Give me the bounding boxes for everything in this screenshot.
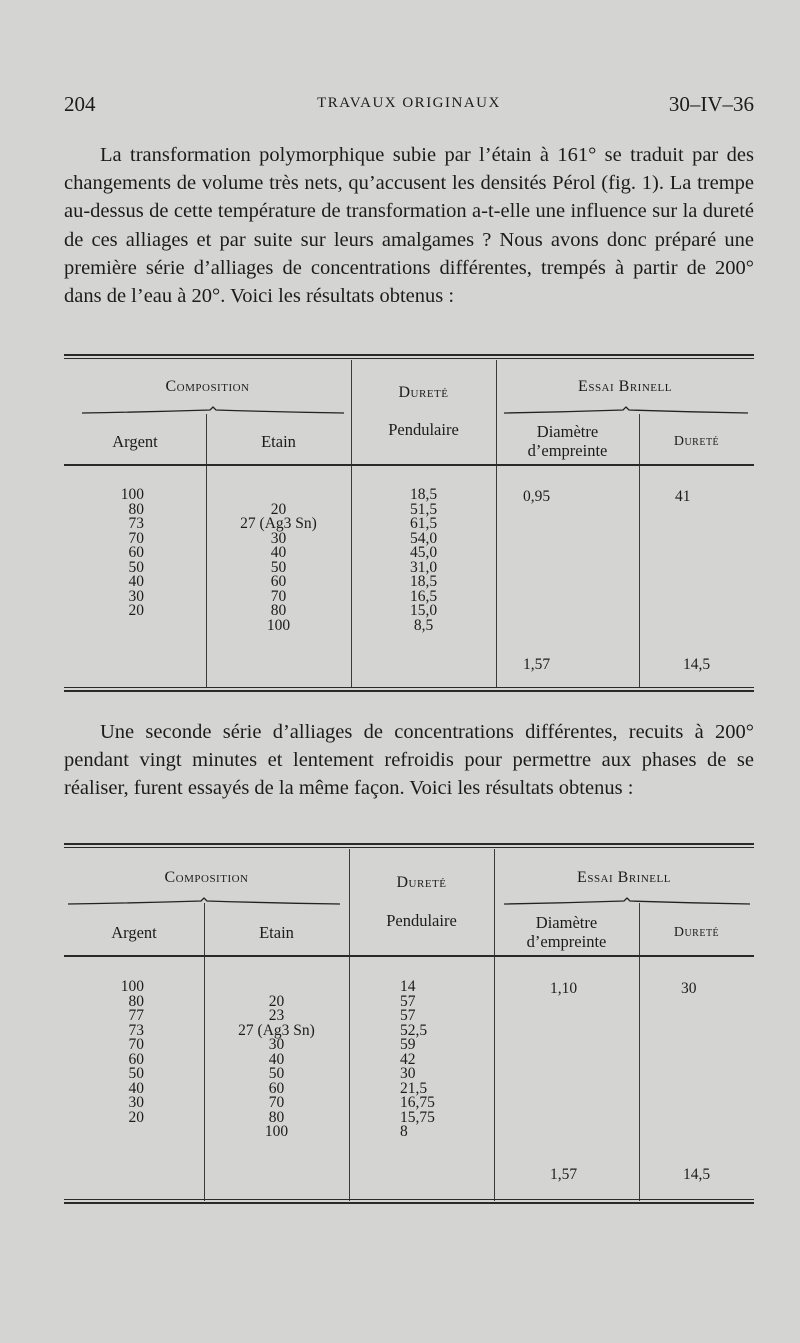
header-durete: Dureté [398,384,449,401]
table-cell: 14 [400,978,416,995]
table-cell-durete-last: 14,5 [683,1166,711,1183]
table-cell-durete-first: 41 [675,488,691,505]
table-bottom-rule-thin [64,1199,754,1200]
header-etain: Etain [261,432,296,451]
header-date: 30–IV–36 [668,92,754,116]
table-cell: 61,5 [409,515,438,532]
header-durete-brinell: Dureté [673,925,720,940]
table-cell: 40 [268,1050,285,1068]
table-cell: 30 [128,587,144,605]
table-cell: 73 [128,1021,144,1039]
table-cell: 20 [128,602,144,619]
table-cell: 60 [128,544,144,561]
table-cell: 80 [268,1108,285,1126]
table-cell: 100 [120,486,144,503]
table-cell: 50 [128,1065,144,1082]
pendulaire-column [351,488,496,633]
running-title: TRAVAUX ORIGINAUX [317,95,501,111]
table-cell: 100 [266,616,291,634]
paragraph-1: La transformation polymorphique subie par l’étain à 161° se traduit par des changements de volume très nets, qu’accusent les densités Pérol (fig. 1). La trempe au-dessus de cette température de transformation a-t-elle une influence sur la dureté de ces alliages et par suite sur leurs amalgames ? Nous avons donc préparé une première série d’alliages de concentrations différentes, trempés à partir de 200° dans de l’eau à 20°. Voici les résultats obtenus : [64,144,754,308]
table-cell: 30 [268,1036,285,1053]
table-bottom-rule-thin [64,687,754,688]
page-header [64,92,754,122]
brinell-brace [504,406,748,414]
table-cell: 50 [268,1065,285,1082]
header-diametre-line1: Diamètre [535,913,598,932]
table-cell: 18,5 [409,573,438,590]
table-cell: 70 [270,587,287,605]
col-divider [639,414,640,688]
header-composition: Composition [164,869,249,886]
table-cell [104,1125,144,1140]
table-cell: 60 [128,1050,144,1068]
header-diametre-line2: d’empreinte [526,932,607,951]
table-cell: 16,5 [409,587,438,605]
table-cell: 57 [400,992,416,1010]
etain-column [206,488,351,633]
table-cell: 23 [268,1007,285,1024]
table-top-rule [64,354,754,356]
table-bottom-rule [64,690,754,692]
table-cell-diametre-first: 1,10 [550,980,578,997]
paragraph-2: Une seconde série d’alliages de concentrations différentes, recuits à 200° pendant vingt minutes et lentement refroidis pour permettre aux phases de se réaliser, furent essayés de la même façon. Voici les résultats obtenus : [64,721,754,800]
table-1 [64,354,754,692]
table-cell: 52,5 [400,1021,428,1039]
table-2 [64,843,754,1205]
table-cell: 57 [400,1007,416,1024]
table-cell: 80 [270,602,287,619]
header-rule [64,955,754,957]
table-bottom-rule [64,1202,754,1204]
table-cell [104,619,144,634]
table-cell: 21,5 [400,1079,428,1097]
table-cell: 16,75 [400,1094,435,1111]
table-cell: 8 [400,1123,408,1140]
table-cell-diametre-last: 1,57 [550,1166,578,1183]
table-cell: 30 [128,1094,144,1111]
table-cell: 100 [264,1123,289,1140]
table-cell: 15,75 [400,1108,435,1126]
table-cell: 70 [128,529,144,547]
table-cell: 31,0 [409,558,438,576]
table-cell: 8,5 [413,616,434,634]
table-cell: 80 [128,500,144,518]
header-essai-brinell: Essai Brinell [578,378,672,395]
table-cell: 45,0 [409,544,438,561]
col-divider [494,849,495,1201]
table-cell: 70 [128,1036,144,1053]
brinell-brace [504,897,750,905]
table-cell: 60 [268,1079,285,1097]
table-cell-diametre-last: 1,57 [523,656,551,673]
header-essai-brinell: Essai Brinell [577,869,671,886]
table-top-rule-thin [64,847,754,848]
table-cell: 77 [128,1007,144,1024]
table-cell: 20 [270,500,287,518]
table-cell: 18,5 [409,486,438,503]
table-cell: 15,0 [409,602,438,619]
table-cell: 50 [270,558,287,576]
page-number: 204 [64,92,96,116]
table-cell: 27 (Ag3 Sn) [238,1021,315,1039]
argent-column [104,488,144,633]
header-argent: Argent [111,923,157,942]
col-divider [639,903,640,1201]
table-cell: 40 [128,573,144,590]
table-top-rule [64,843,754,845]
header-etain: Etain [259,923,294,942]
table-cell: 42 [400,1050,416,1068]
table-cell: 54,0 [409,529,438,547]
header-pendulaire: Pendulaire [388,420,459,439]
col-divider [349,849,350,1201]
table-top-rule-thin [64,358,754,359]
table-cell: 70 [268,1094,285,1111]
argent-column [104,980,144,1140]
table-cell: 20 [268,992,285,1010]
composition-brace [68,897,340,905]
header-composition: Composition [165,378,250,395]
header-diametre [496,422,639,460]
table-cell: 30 [400,1065,416,1082]
table-cell: 40 [270,544,287,561]
header-diametre-line2: d’empreinte [527,441,608,460]
header-argent: Argent [112,432,158,451]
header-durete-brinell: Dureté [673,434,720,449]
header-rule [64,464,754,466]
header-diametre-line1: Diamètre [536,422,599,441]
table-cell-diametre-first: 0,95 [523,488,551,505]
pendulaire-column [400,980,494,1140]
table-cell: 40 [128,1079,144,1097]
table-cell: 59 [400,1036,416,1053]
table-cell: 100 [120,978,144,995]
table-cell: 51,5 [409,500,438,518]
header-pendulaire: Pendulaire [386,911,457,930]
composition-brace [82,406,344,414]
table-cell: 30 [270,529,287,547]
table-cell-durete-last: 14,5 [683,656,711,673]
table-cell-durete-first: 30 [681,980,697,997]
etain-column [204,980,349,1140]
table-cell: 60 [270,573,287,590]
header-durete: Dureté [396,874,447,891]
col-divider [496,360,497,688]
table-cell: 20 [128,1108,144,1126]
table-cell: 50 [128,558,144,576]
table-cell: 73 [128,515,144,532]
table-cell: 80 [128,992,144,1010]
header-diametre [494,913,639,951]
table-cell: 27 (Ag3 Sn) [240,515,317,532]
